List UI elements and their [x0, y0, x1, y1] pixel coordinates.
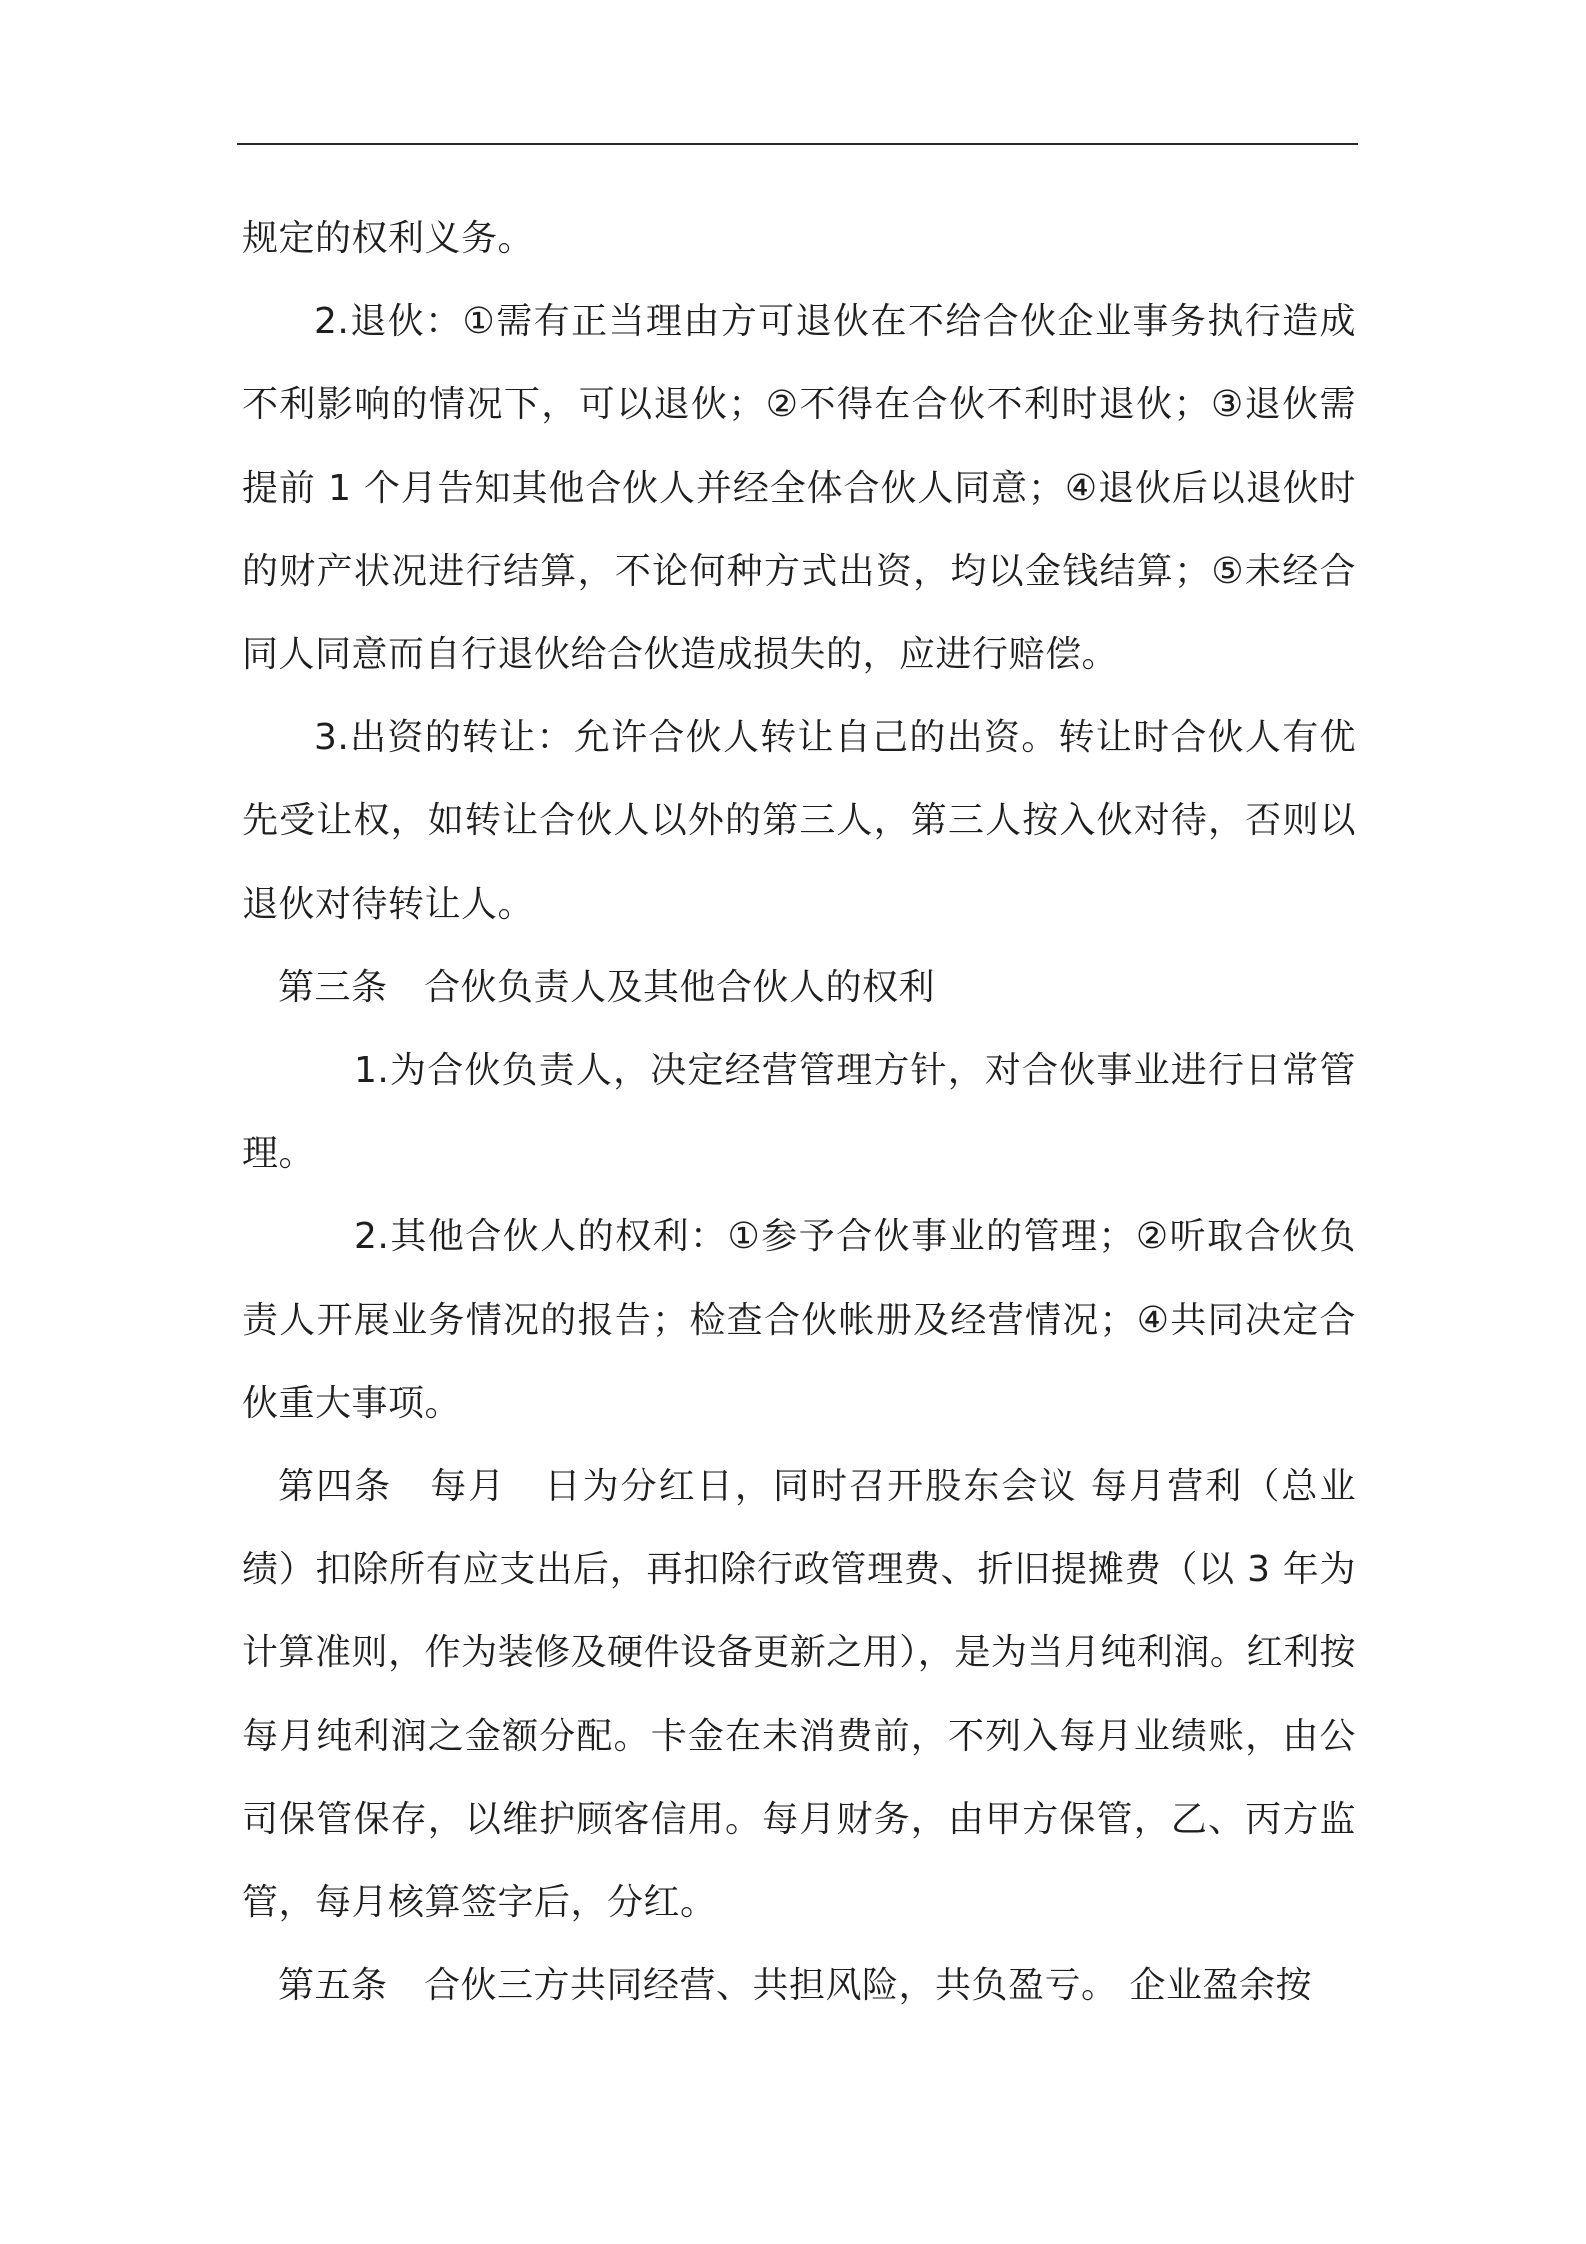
paragraph-other-partner-rights: 2.其他合伙人的权利：①参予合伙事业的管理；②听取合伙负责人开展业务情况的报告；检查合伙帐册及经营情况；④共同决定合伙重大事项。 [242, 1216, 1356, 1424]
article-5-paragraph: 第五条 合伙三方共同经营、共担风险，共负盈亏。 企业盈余按 [278, 1965, 1312, 2007]
paragraph-capital-transfer: 3.出资的转让：允许合伙人转让自己的出资。转让时合伙人有优先受让权，如转让合伙人以外的第三人，第三人按入伙对待，否则以退伙对待转让人。 [242, 717, 1356, 925]
article-4-paragraph: 第四条 每月 日为分红日，同时召开股东会议 每月营利（总业绩）扣除所有应支出后，再扣除行政管理费、折旧提摊费（以 3 年为计算准则，作为装修及硬件设备更新之用），是为当月纯利润。红利按每月纯利润之金额分配。卡金在未消费前，不列入每月业绩账，由公司保管保存，以维护顾客信用。每月财务，由甲方保管，乙、丙方监管，每月核算签字后，分红。 [242, 1466, 1356, 1924]
paragraph-continuation: 规定的权利义务。 [242, 218, 535, 259]
paragraph-partner-lead: 1.为合伙负责人，决定经营管理方针，对合伙事业进行日常管理。 [242, 1050, 1356, 1175]
header-rule [237, 143, 1358, 145]
paragraph-withdrawal: 2.退伙：①需有正当理由方可退伙在不给合伙企业事务执行造成不利影响的情况下，可以退伙；②不得在合伙不利时退伙；③退伙需提前 1 个月告知其他合伙人并经全体合伙人同意；④退伙后以退伙时的财产状况进行结算，不论何种方式出资，均以金钱结算；⑤未经合同人同意而自行退伙给合伙造成损失的，应进行赔偿。 [242, 301, 1356, 676]
document-body [242, 197, 1356, 2027]
article-3-heading: 第三条 合伙负责人及其他合伙人的权利 [278, 966, 936, 1008]
